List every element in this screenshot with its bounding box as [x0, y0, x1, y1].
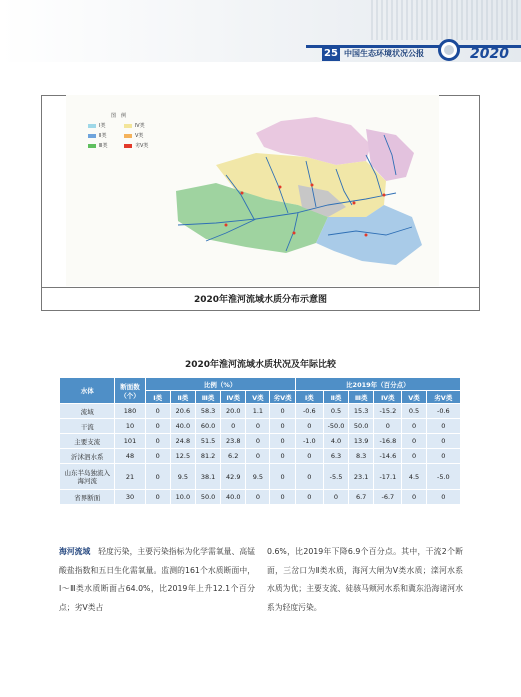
ratio-cell: 58.3: [195, 404, 220, 419]
ratio-cell: 0: [270, 449, 295, 464]
header-class: Ⅱ类: [323, 391, 348, 404]
change-cell: 0: [295, 464, 323, 490]
section-count-cell: 21: [115, 464, 145, 490]
ratio-cell: 0: [145, 449, 170, 464]
ratio-cell: 40.0: [170, 419, 195, 434]
paragraph-left-body: 轻度污染，主要污染指标为化学需氧量、高锰酸盐指数和五日生化需氧量。监测的161个水质断面中，Ⅰ～Ⅲ类水质断面占64.0%，比2019年上升12.1个百分点；劣Ⅴ类占: [59, 547, 256, 612]
change-cell: 8.3: [349, 449, 374, 464]
change-cell: 0: [426, 449, 460, 464]
change-cell: 0: [402, 419, 426, 434]
row-name: 流域: [60, 404, 115, 419]
water-quality-table: [59, 377, 461, 505]
page-number: 25: [322, 47, 340, 61]
ratio-cell: 60.0: [195, 419, 220, 434]
ratio-cell: 0: [221, 419, 246, 434]
change-cell: 0: [295, 419, 323, 434]
table-row: [60, 449, 461, 464]
change-cell: 6.3: [323, 449, 348, 464]
section-count-cell: 180: [115, 404, 145, 419]
ratio-cell: 0: [246, 490, 270, 505]
legend-swatch: [124, 144, 132, 148]
legend-item: Ⅴ类: [124, 132, 143, 139]
paragraph-right: 0.6%，比2019年下降6.9个百分点。其中，干流2个断面，三岔口为Ⅱ类水质，海河大闸为Ⅴ类水质；滦河水系水质为优；主要支流、徒骇马颊河水系和冀东沿海诸河水系为轻度污染。: [267, 547, 463, 612]
section-count-cell: 48: [115, 449, 145, 464]
ratio-cell: 9.5: [246, 464, 270, 490]
change-cell: -0.6: [426, 404, 460, 419]
row-name: 山东半岛独流入海河流: [60, 464, 115, 490]
ratio-cell: 9.5: [170, 464, 195, 490]
change-cell: -50.0: [323, 419, 348, 434]
section-count-cell: 101: [115, 434, 145, 449]
table-row: [60, 419, 461, 434]
ratio-cell: 40.0: [221, 490, 246, 505]
header-class: 劣Ⅴ类: [270, 391, 295, 404]
change-cell: 13.9: [349, 434, 374, 449]
header-class: 劣Ⅴ类: [426, 391, 460, 404]
ratio-cell: 50.0: [195, 490, 220, 505]
header-class: Ⅲ类: [349, 391, 374, 404]
legend-swatch: [88, 124, 96, 128]
change-cell: 0: [402, 490, 426, 505]
ratio-cell: 12.5: [170, 449, 195, 464]
row-name: 主要支流: [60, 434, 115, 449]
header-class: Ⅳ类: [374, 391, 402, 404]
header-section-count: 断面数（个）: [115, 378, 145, 404]
row-name: 沂沭泗水系: [60, 449, 115, 464]
ratio-cell: 0: [270, 464, 295, 490]
report-title: 中国生态环境状况公报: [344, 49, 424, 58]
row-name: 干流: [60, 419, 115, 434]
legend-swatch: [124, 134, 132, 138]
change-cell: 4.0: [323, 434, 348, 449]
legend-item: Ⅲ类: [88, 142, 107, 149]
section-count-cell: 30: [115, 490, 145, 505]
paragraph-left: [59, 543, 255, 617]
table-title: 2020年淮河流域水质状况及年际比较: [184, 360, 337, 370]
header-class: Ⅴ类: [402, 391, 426, 404]
ratio-cell: 10.0: [170, 490, 195, 505]
change-cell: 0: [323, 490, 348, 505]
change-cell: 0: [402, 434, 426, 449]
legend-item: 劣Ⅴ类: [124, 142, 148, 149]
row-name: 省界断面: [60, 490, 115, 505]
change-cell: 0: [426, 490, 460, 505]
header-water-body: 水体: [60, 378, 115, 404]
change-cell: 15.3: [349, 404, 374, 419]
change-cell: 0: [426, 419, 460, 434]
legend-swatch: [88, 144, 96, 148]
map-legend: [88, 112, 162, 154]
ratio-cell: 0: [270, 419, 295, 434]
header-ratio-group: 比例（%）: [145, 378, 295, 391]
change-cell: 0.5: [323, 404, 348, 419]
header-class: Ⅰ类: [295, 391, 323, 404]
legend-item: Ⅰ类: [88, 122, 105, 129]
change-cell: -5.5: [323, 464, 348, 490]
header-class: Ⅲ类: [195, 391, 220, 404]
change-cell: -14.6: [374, 449, 402, 464]
change-cell: -6.7: [374, 490, 402, 505]
ratio-cell: 0: [246, 449, 270, 464]
ratio-cell: 6.2: [221, 449, 246, 464]
ratio-cell: 0: [246, 419, 270, 434]
legend-item: Ⅱ类: [88, 132, 106, 139]
header-decoration: [371, 0, 521, 40]
header-change-group: 比2019年（百分点）: [295, 378, 460, 391]
ratio-cell: 0: [145, 490, 170, 505]
ratio-cell: 23.8: [221, 434, 246, 449]
change-cell: 50.0: [349, 419, 374, 434]
ratio-cell: 20.6: [170, 404, 195, 419]
legend-item: Ⅳ类: [124, 122, 145, 129]
figure-caption-divider: [41, 287, 480, 288]
change-cell: 0: [295, 449, 323, 464]
table-row: [60, 464, 461, 490]
change-cell: 0: [295, 490, 323, 505]
change-cell: 4.5: [402, 464, 426, 490]
header-class: Ⅱ类: [170, 391, 195, 404]
ratio-cell: 24.8: [170, 434, 195, 449]
legend-swatch: [88, 134, 96, 138]
ratio-cell: 38.1: [195, 464, 220, 490]
section-count-cell: 10: [115, 419, 145, 434]
ratio-cell: 51.5: [195, 434, 220, 449]
ratio-cell: 0: [246, 434, 270, 449]
change-cell: -16.8: [374, 434, 402, 449]
ratio-cell: 0: [145, 404, 170, 419]
table-body: [60, 404, 461, 505]
ratio-cell: 1.1: [246, 404, 270, 419]
table-row: [60, 404, 461, 419]
change-cell: -15.2: [374, 404, 402, 419]
paragraph-keyword: 海河流域: [59, 547, 91, 556]
header-ring-icon: [438, 39, 460, 61]
change-cell: 0: [426, 434, 460, 449]
change-cell: -0.6: [295, 404, 323, 419]
change-cell: 0: [402, 449, 426, 464]
table-row: [60, 434, 461, 449]
legend-title: 图 例: [111, 113, 127, 119]
header-class: Ⅰ类: [145, 391, 170, 404]
ratio-cell: 0: [145, 434, 170, 449]
header-class: Ⅳ类: [221, 391, 246, 404]
change-cell: 6.7: [349, 490, 374, 505]
ratio-cell: 20.0: [221, 404, 246, 419]
ratio-cell: 0: [270, 490, 295, 505]
ratio-cell: 0: [145, 419, 170, 434]
header-class: Ⅴ类: [246, 391, 270, 404]
ratio-cell: 42.9: [221, 464, 246, 490]
change-cell: 0: [374, 419, 402, 434]
ratio-cell: 81.2: [195, 449, 220, 464]
change-cell: -5.0: [426, 464, 460, 490]
ratio-cell: 0: [145, 464, 170, 490]
figure-caption: 2020年淮河流域水质分布示意图: [193, 295, 328, 305]
change-cell: -17.1: [374, 464, 402, 490]
report-year: 2020: [470, 46, 509, 62]
change-cell: -1.0: [295, 434, 323, 449]
ratio-cell: 0: [270, 434, 295, 449]
legend-swatch: [124, 124, 132, 128]
table-row: [60, 490, 461, 505]
change-cell: 0.5: [402, 404, 426, 419]
change-cell: 23.1: [349, 464, 374, 490]
ratio-cell: 0: [270, 404, 295, 419]
